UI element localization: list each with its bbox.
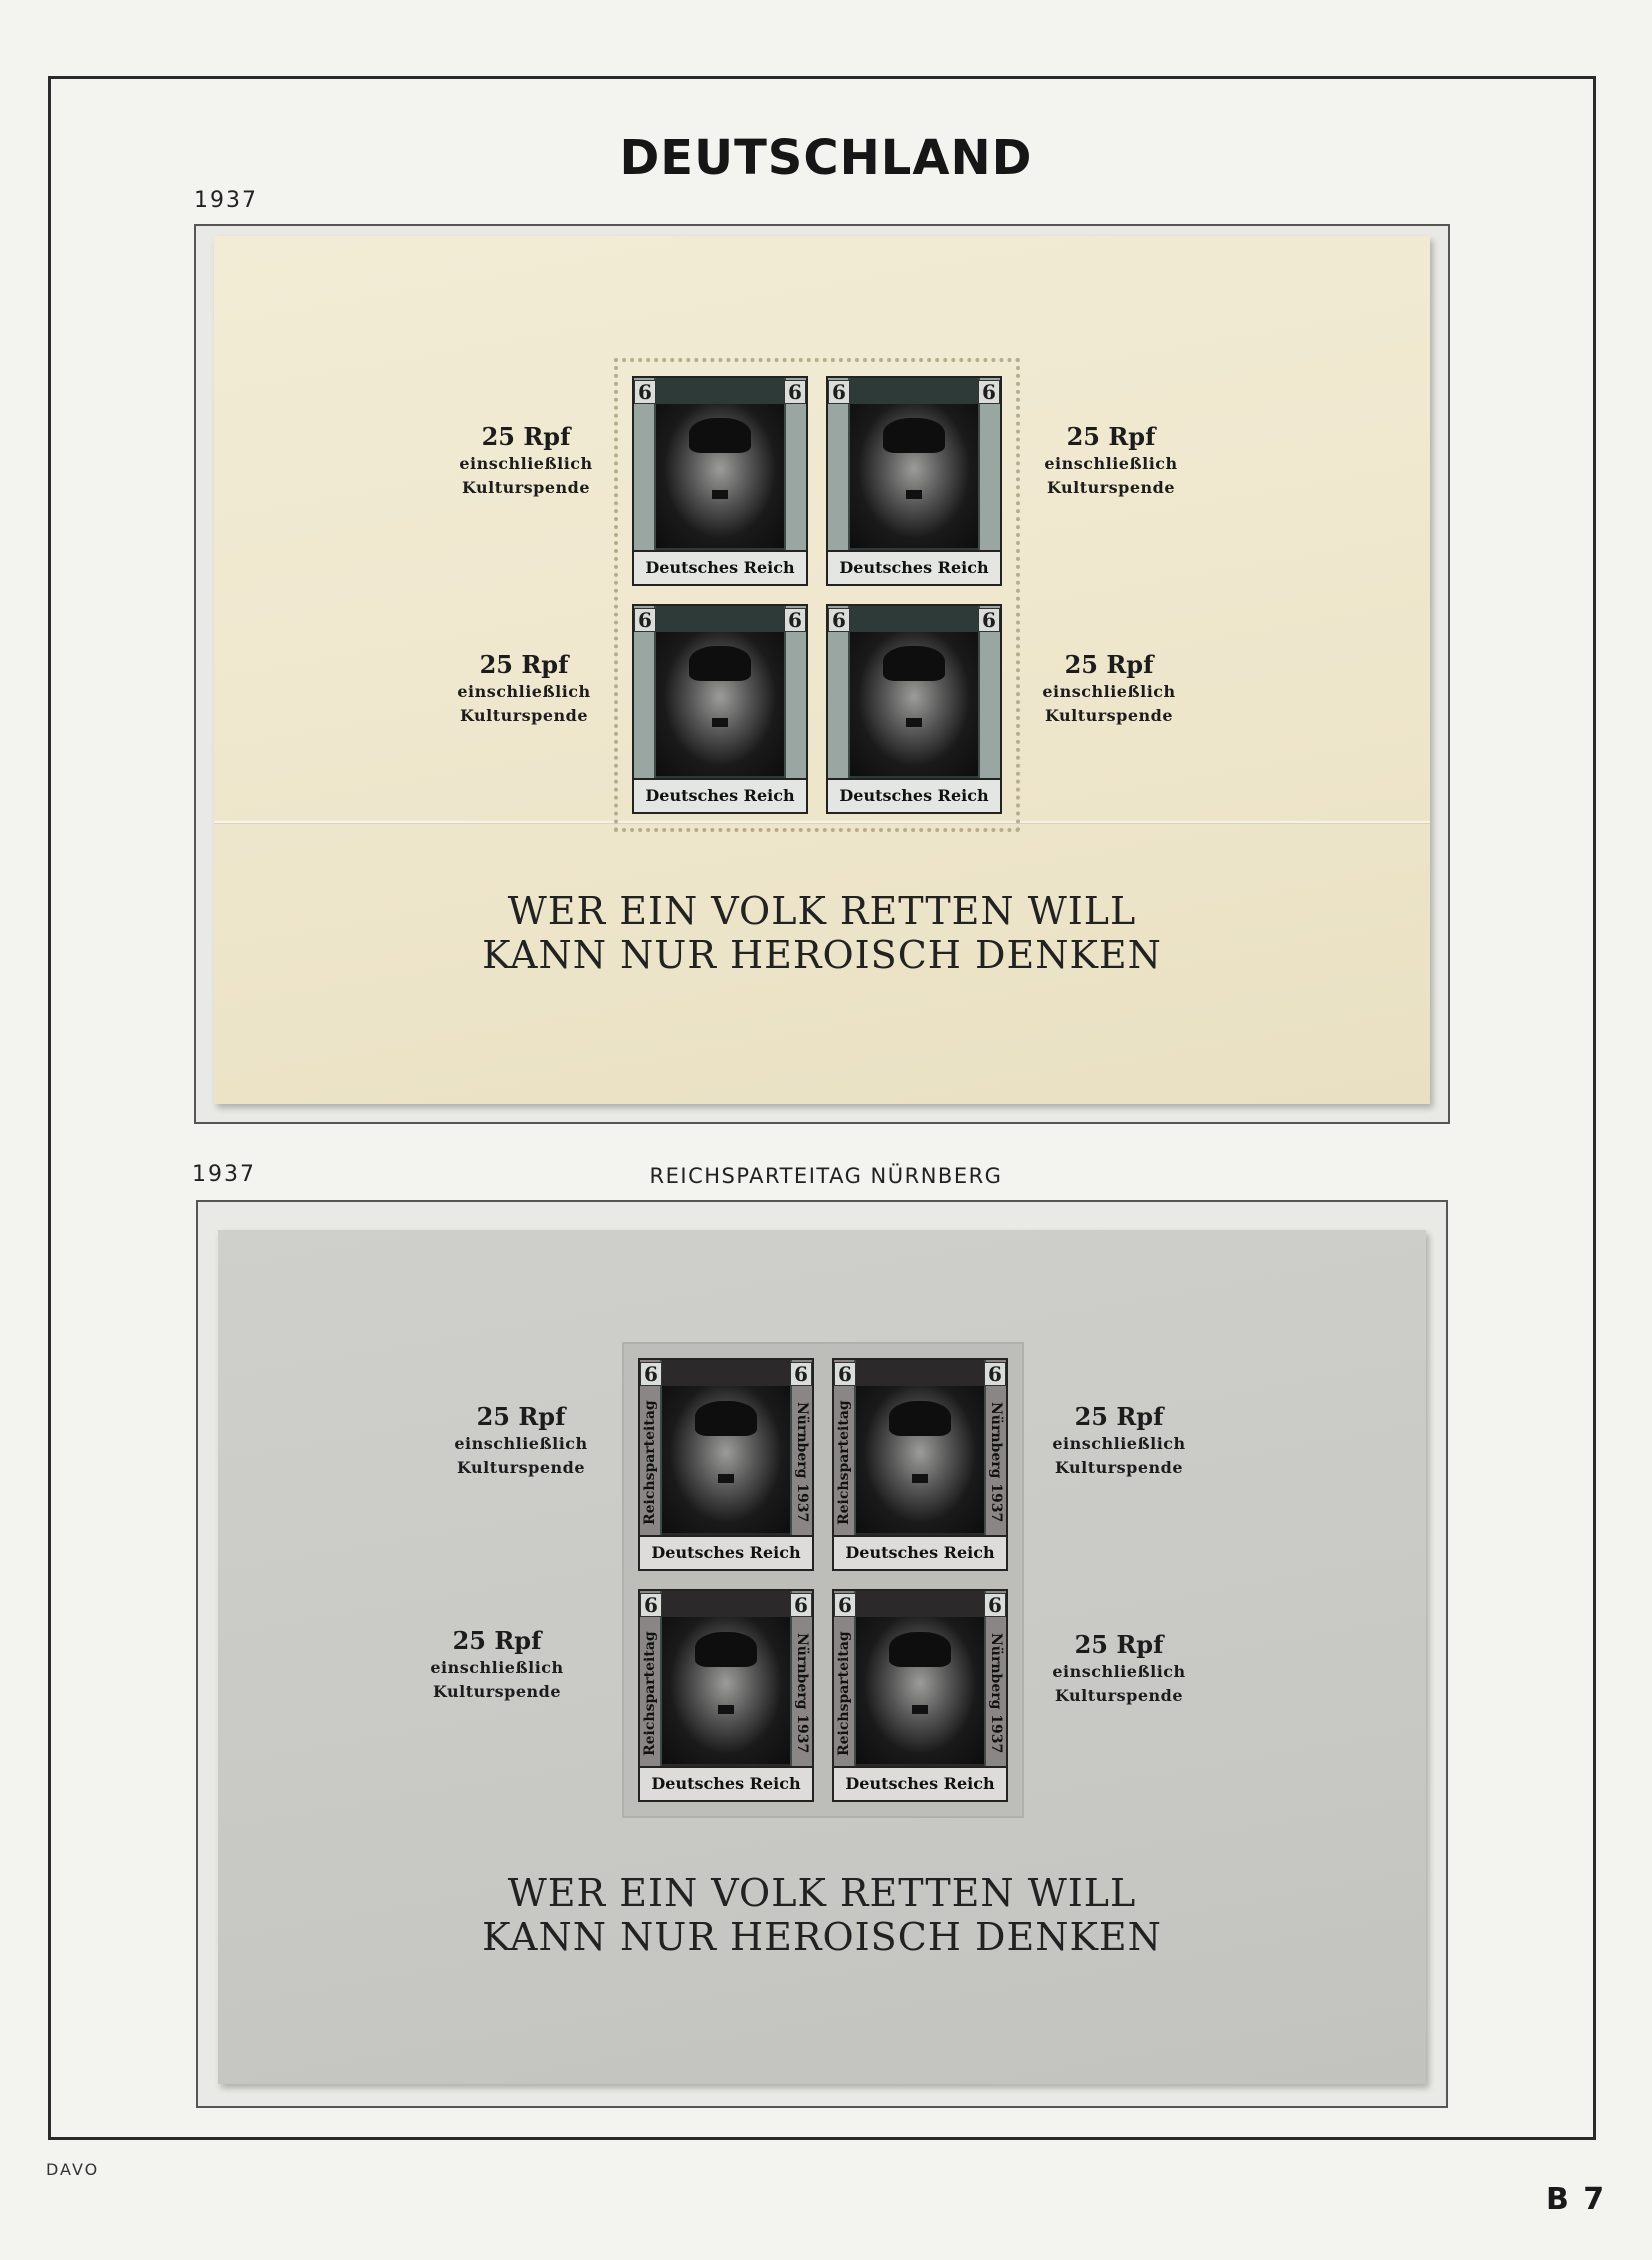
stamp-country: Deutsches Reich [828, 550, 1000, 584]
stamp-side-text: Nürnberg 1937 [794, 1402, 810, 1523]
stamp-value: 6 [978, 608, 1000, 632]
stamp-side-text: Reichsparteitag [836, 1400, 852, 1525]
stamp [638, 1358, 814, 1571]
stamp-side-text: Reichsparteitag [642, 1631, 658, 1756]
souvenir-sheet-1 [214, 236, 1430, 1104]
section-2-mount [196, 1200, 1448, 2108]
portrait-image [850, 404, 978, 548]
stamp-country: Deutsches Reich [834, 1766, 1006, 1800]
stamp-value: 6 [784, 380, 806, 404]
stamp-side-text: Nürnberg 1937 [794, 1633, 810, 1754]
label-price: 25 Rpf [1074, 1630, 1164, 1659]
stamp-country: Deutsches Reich [640, 1766, 812, 1800]
stamp [632, 604, 808, 814]
stamp-country: Deutsches Reich [634, 550, 806, 584]
label-price: 25 Rpf [479, 650, 569, 679]
margin-label [412, 1626, 582, 1704]
stamp-side-text: Reichsparteitag [836, 1631, 852, 1756]
stamp-side-text: Nürnberg 1937 [988, 1402, 1004, 1523]
stamp-value: 6 [784, 608, 806, 632]
stamp-value: 6 [978, 380, 1000, 404]
margin-label [1026, 422, 1196, 500]
label-line: einschließlich [1052, 1434, 1186, 1453]
label-price: 25 Rpf [1066, 422, 1156, 451]
portrait-image [856, 1617, 984, 1764]
stamp-country: Deutsches Reich [834, 1535, 1006, 1569]
label-line: einschließlich [1052, 1662, 1186, 1681]
label-line: Kulturspende [1044, 706, 1174, 725]
stamp-block-1 [614, 358, 1020, 832]
motto-line-2: KANN NUR HEROISCH DENKEN [482, 933, 1162, 977]
label-line: einschließlich [454, 1434, 588, 1453]
label-line: Kulturspende [1054, 1458, 1184, 1477]
margin-label [436, 1402, 606, 1480]
page-number: B 7 [1546, 2182, 1607, 2217]
stamp-value: 6 [834, 1593, 856, 1617]
label-line: Kulturspende [461, 478, 591, 497]
label-line: Kulturspende [1046, 478, 1176, 497]
stamp [832, 1358, 1008, 1571]
stamp [638, 1589, 814, 1802]
motto-line-2: KANN NUR HEROISCH DENKEN [482, 1915, 1162, 1959]
margin-label [439, 650, 609, 728]
margin-label [441, 422, 611, 500]
section-2-year: 1937 [192, 1162, 256, 1187]
label-price: 25 Rpf [481, 422, 571, 451]
page-title: DEUTSCHLAND [619, 130, 1033, 186]
stamp [826, 604, 1002, 814]
label-line: einschließlich [430, 1658, 564, 1677]
portrait-image [662, 1386, 790, 1533]
label-price: 25 Rpf [476, 1402, 566, 1431]
stamp-value: 6 [634, 380, 656, 404]
portrait-image [856, 1386, 984, 1533]
label-line: Kulturspende [459, 706, 589, 725]
publisher-mark: DAVO [46, 2160, 100, 2179]
label-line: einschließlich [457, 682, 591, 701]
stamp-value: 6 [640, 1593, 662, 1617]
stamp-value: 6 [790, 1593, 812, 1617]
stamp-side-text: Nürnberg 1937 [988, 1633, 1004, 1754]
stamp-value: 6 [984, 1362, 1006, 1386]
label-line: einschließlich [1042, 682, 1176, 701]
motto-line-1: WER EIN VOLK RETTEN WILL [507, 1871, 1137, 1915]
label-line: Kulturspende [456, 1458, 586, 1477]
stamp-value: 6 [640, 1362, 662, 1386]
portrait-image [662, 1617, 790, 1764]
portrait-image [656, 404, 784, 548]
margin-label [1034, 1402, 1204, 1480]
stamp-value: 6 [828, 380, 850, 404]
margin-label [1024, 650, 1194, 728]
margin-label [1034, 1630, 1204, 1708]
portrait-image [656, 632, 784, 776]
stamp-country: Deutsches Reich [640, 1535, 812, 1569]
label-line: einschließlich [1044, 454, 1178, 473]
stamp-country: Deutsches Reich [828, 778, 1000, 812]
stamp-side-text: Reichsparteitag [642, 1400, 658, 1525]
label-line: Kulturspende [1054, 1686, 1184, 1705]
section-1-mount [194, 224, 1450, 1124]
motto-line-1: WER EIN VOLK RETTEN WILL [507, 889, 1137, 933]
stamp-value: 6 [790, 1362, 812, 1386]
label-line: einschließlich [459, 454, 593, 473]
stamp-value: 6 [984, 1593, 1006, 1617]
label-line: Kulturspende [432, 1682, 562, 1701]
stamp-block-2 [622, 1342, 1024, 1818]
portrait-image [850, 632, 978, 776]
souvenir-sheet-2 [218, 1230, 1426, 2084]
stamp [826, 376, 1002, 586]
section-1-year: 1937 [194, 188, 258, 213]
stamp-value: 6 [834, 1362, 856, 1386]
stamp-value: 6 [828, 608, 850, 632]
stamp [632, 376, 808, 586]
stamp-country: Deutsches Reich [634, 778, 806, 812]
section-2-subtitle: REICHSPARTEITAG NÜRNBERG [649, 1164, 1003, 1188]
label-price: 25 Rpf [452, 1626, 542, 1655]
label-price: 25 Rpf [1074, 1402, 1164, 1431]
stamp [832, 1589, 1008, 1802]
label-price: 25 Rpf [1064, 650, 1154, 679]
stamp-value: 6 [634, 608, 656, 632]
